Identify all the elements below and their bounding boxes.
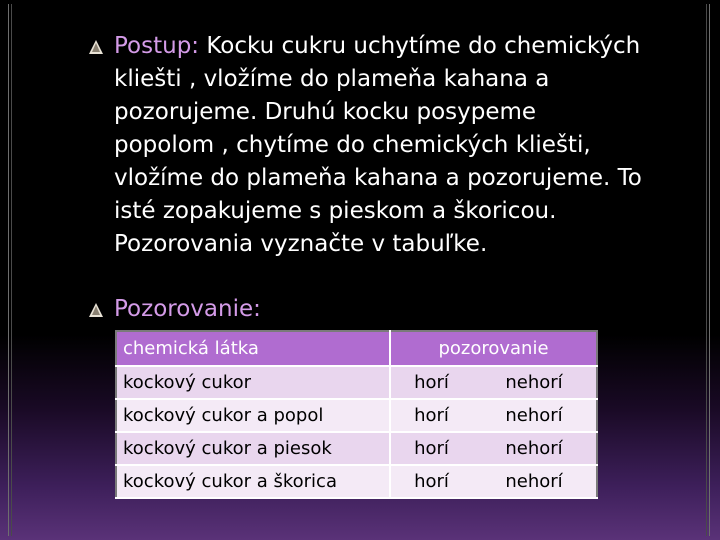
cell-not-burns: nehorí: [472, 399, 597, 432]
table-row: [116, 432, 597, 465]
cell-substance: kockový cukor a škorica: [116, 465, 390, 498]
postup-line-2: kliešti , vložíme do plameňa kahana a: [114, 66, 550, 92]
table-row: [116, 366, 597, 399]
cell-burns: horí: [390, 465, 472, 498]
postup-line-7: Pozorovania vyznačte v tabuľke.: [114, 231, 488, 257]
cell-substance: kockový cukor a popol: [116, 399, 390, 432]
header-observation: pozorovanie: [390, 331, 597, 366]
triangle-bullet-icon: [88, 302, 104, 318]
table-row: [116, 399, 597, 432]
cell-substance: kockový cukor a piesok: [116, 432, 390, 465]
postup-line-3: pozorujeme. Druhú kocku posypeme: [114, 99, 537, 125]
postup-line-1-text: Kocku cukru uchytíme do chemických: [199, 33, 641, 59]
bullet-postup-text: [114, 30, 704, 261]
table-header-row: [116, 331, 597, 366]
postup-line-1: [114, 30, 704, 63]
postup-label: Postup:: [114, 33, 200, 59]
bullet-pozorovanie-text: [114, 293, 261, 326]
cell-not-burns: nehorí: [472, 366, 597, 399]
cell-not-burns: nehorí: [472, 465, 597, 498]
cell-substance: kockový cukor: [116, 366, 390, 399]
pozorovanie-label: Pozorovanie:: [114, 296, 261, 322]
cell-burns: horí: [390, 366, 472, 399]
triangle-bullet-icon: [88, 39, 104, 55]
bullet-pozorovanie: [114, 293, 261, 326]
table-row: [116, 465, 597, 498]
bullet-postup: [114, 30, 704, 261]
cell-burns: horí: [390, 432, 472, 465]
header-chemical-substance: chemická látka: [116, 331, 390, 366]
postup-line-6: isté zopakujeme s pieskom a škoricou.: [114, 198, 557, 224]
postup-line-5: vložíme do plameňa kahana a pozorujeme. To: [114, 165, 642, 191]
observation-table: [115, 330, 598, 499]
cell-burns: horí: [390, 399, 472, 432]
cell-not-burns: nehorí: [472, 432, 597, 465]
postup-line-4: popolom , chytíme do chemických kliešti,: [114, 132, 591, 158]
